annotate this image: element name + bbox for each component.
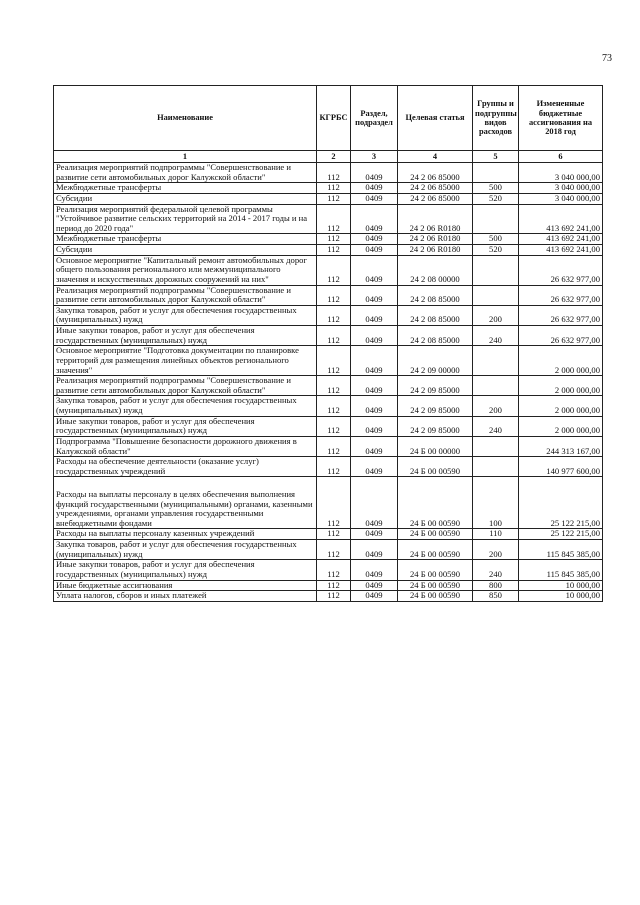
header-row — [54, 86, 603, 151]
cell-section: 0409 — [351, 285, 398, 305]
cell-kgrbs: 112 — [317, 591, 351, 602]
cell-amount: 25 122 215,00 — [519, 477, 603, 529]
cell-kgrbs: 112 — [317, 326, 351, 346]
cell-amount: 3 040 000,00 — [519, 183, 603, 194]
cell-target: 24 Б 00 00590 — [398, 540, 473, 560]
cell-group: 520 — [473, 193, 519, 204]
cell-section: 0409 — [351, 305, 398, 325]
cell-group: 240 — [473, 416, 519, 436]
cell-group: 240 — [473, 326, 519, 346]
header-target: Целевая статья — [398, 86, 473, 151]
cell-amount: 244 313 167,00 — [519, 436, 603, 456]
cell-group: 200 — [473, 540, 519, 560]
page-number: 73 — [602, 53, 612, 64]
cell-target: 24 Б 00 00000 — [398, 436, 473, 456]
cell-target: 24 2 06 85000 — [398, 183, 473, 194]
cell-target: 24 Б 00 00590 — [398, 529, 473, 540]
cell-name: Подпрограмма "Повышение безопасности дорожного движения в Калужской области" — [54, 436, 317, 456]
column-number: 4 — [398, 151, 473, 163]
cell-name: Уплата налогов, сборов и иных платежей — [54, 591, 317, 602]
header-kgrbs: КГРБС — [317, 86, 351, 151]
cell-kgrbs: 112 — [317, 346, 351, 376]
cell-target: 24 2 09 85000 — [398, 376, 473, 396]
cell-kgrbs: 112 — [317, 183, 351, 194]
cell-group — [473, 163, 519, 183]
cell-target: 24 Б 00 00590 — [398, 591, 473, 602]
cell-amount: 115 845 385,00 — [519, 560, 603, 580]
cell-kgrbs: 112 — [317, 376, 351, 396]
cell-section: 0409 — [351, 580, 398, 591]
table-row — [54, 396, 603, 416]
cell-name: Субсидии — [54, 245, 317, 256]
cell-amount: 413 692 241,00 — [519, 245, 603, 256]
cell-kgrbs: 112 — [317, 540, 351, 560]
cell-target: 24 2 08 85000 — [398, 305, 473, 325]
cell-kgrbs: 112 — [317, 416, 351, 436]
cell-target: 24 Б 00 00590 — [398, 477, 473, 529]
cell-name: Реализация мероприятий подпрограммы "Совершенствование и развитие сети автомобильных дорог Калужской области" — [54, 376, 317, 396]
table-row — [54, 477, 603, 529]
cell-section: 0409 — [351, 457, 398, 477]
cell-section: 0409 — [351, 255, 398, 285]
cell-section: 0409 — [351, 540, 398, 560]
cell-group: 500 — [473, 183, 519, 194]
table-row — [54, 591, 603, 602]
cell-section: 0409 — [351, 326, 398, 346]
column-number: 3 — [351, 151, 398, 163]
cell-kgrbs: 112 — [317, 193, 351, 204]
table-body — [54, 163, 603, 602]
cell-kgrbs: 112 — [317, 285, 351, 305]
cell-name: Основное мероприятие "Капитальный ремонт автомобильных дорог общего пользования регионального или межмуниципального значения и искусственных дорожных сооружений на них" — [54, 255, 317, 285]
cell-kgrbs: 112 — [317, 163, 351, 183]
cell-target: 24 2 06 R0180 — [398, 245, 473, 256]
cell-kgrbs: 112 — [317, 436, 351, 456]
table-row — [54, 183, 603, 194]
table-row — [54, 245, 603, 256]
cell-target: 24 2 06 85000 — [398, 163, 473, 183]
table-row — [54, 376, 603, 396]
cell-amount: 26 632 977,00 — [519, 285, 603, 305]
cell-kgrbs: 112 — [317, 305, 351, 325]
cell-amount: 413 692 241,00 — [519, 204, 603, 234]
column-number-row — [54, 151, 603, 163]
table-row — [54, 416, 603, 436]
cell-target: 24 2 08 85000 — [398, 285, 473, 305]
cell-section: 0409 — [351, 477, 398, 529]
cell-section: 0409 — [351, 436, 398, 456]
cell-section: 0409 — [351, 396, 398, 416]
cell-target: 24 2 06 85000 — [398, 193, 473, 204]
cell-amount: 3 040 000,00 — [519, 163, 603, 183]
cell-group: 850 — [473, 591, 519, 602]
cell-section: 0409 — [351, 183, 398, 194]
cell-target: 24 2 06 R0180 — [398, 204, 473, 234]
cell-section: 0409 — [351, 376, 398, 396]
cell-target: 24 2 06 R0180 — [398, 234, 473, 245]
cell-name: Расходы на выплаты персоналу казенных учреждений — [54, 529, 317, 540]
column-number: 5 — [473, 151, 519, 163]
budget-table — [53, 85, 603, 602]
cell-amount: 2 000 000,00 — [519, 416, 603, 436]
cell-group: 200 — [473, 305, 519, 325]
cell-amount: 2 000 000,00 — [519, 376, 603, 396]
cell-section: 0409 — [351, 193, 398, 204]
cell-group: 200 — [473, 396, 519, 416]
table-row — [54, 234, 603, 245]
cell-group — [473, 346, 519, 376]
cell-target: 24 2 09 00000 — [398, 346, 473, 376]
cell-group: 110 — [473, 529, 519, 540]
cell-section: 0409 — [351, 560, 398, 580]
cell-name: Иные закупки товаров, работ и услуг для обеспечения государственных (муниципальных) нужд — [54, 560, 317, 580]
cell-name: Расходы на выплаты персоналу в целях обеспечения выполнения функций государственными (муниципальными) органами, казенными учреждениями, органами управления государственными внебюджетными фондами — [54, 477, 317, 529]
cell-kgrbs: 112 — [317, 529, 351, 540]
header-name: Наименование — [54, 86, 317, 151]
cell-group — [473, 376, 519, 396]
table-row — [54, 529, 603, 540]
cell-target: 24 2 08 85000 — [398, 326, 473, 346]
cell-section: 0409 — [351, 529, 398, 540]
cell-name: Расходы на обеспечение деятельности (оказание услуг) государственных учреждений — [54, 457, 317, 477]
cell-group — [473, 436, 519, 456]
cell-amount: 413 692 241,00 — [519, 234, 603, 245]
cell-target: 24 2 09 85000 — [398, 396, 473, 416]
table-row — [54, 346, 603, 376]
cell-section: 0409 — [351, 245, 398, 256]
table-row — [54, 163, 603, 183]
cell-kgrbs: 112 — [317, 255, 351, 285]
cell-kgrbs: 112 — [317, 560, 351, 580]
cell-name: Закупка товаров, работ и услуг для обеспечения государственных (муниципальных) нужд — [54, 396, 317, 416]
cell-name: Закупка товаров, работ и услуг для обеспечения государственных (муниципальных) нужд — [54, 305, 317, 325]
column-number: 6 — [519, 151, 603, 163]
cell-name: Иные закупки товаров, работ и услуг для обеспечения государственных (муниципальных) нужд — [54, 326, 317, 346]
cell-name: Реализация мероприятий федеральной целевой программы "Устойчивое развитие сельских территорий на 2014 - 2017 годы и на период до 2020 года" — [54, 204, 317, 234]
cell-amount: 2 000 000,00 — [519, 396, 603, 416]
cell-amount: 3 040 000,00 — [519, 193, 603, 204]
cell-name: Основное мероприятие "Подготовка документации по планировке территорий для размещения линейных объектов регионального значения" — [54, 346, 317, 376]
cell-group: 800 — [473, 580, 519, 591]
cell-target: 24 Б 00 00590 — [398, 580, 473, 591]
cell-group: 520 — [473, 245, 519, 256]
cell-amount: 140 977 600,00 — [519, 457, 603, 477]
cell-name: Иные закупки товаров, работ и услуг для обеспечения государственных (муниципальных) нужд — [54, 416, 317, 436]
cell-name: Реализация мероприятий подпрограммы "Совершенствование и развитие сети автомобильных дорог Калужской области" — [54, 285, 317, 305]
cell-group — [473, 255, 519, 285]
cell-name: Реализация мероприятий подпрограммы "Совершенствование и развитие сети автомобильных дорог Калужской области" — [54, 163, 317, 183]
cell-amount: 10 000,00 — [519, 580, 603, 591]
cell-group: 100 — [473, 477, 519, 529]
cell-section: 0409 — [351, 591, 398, 602]
table-row — [54, 580, 603, 591]
cell-kgrbs: 112 — [317, 204, 351, 234]
cell-name: Межбюджетные трансферты — [54, 183, 317, 194]
cell-amount: 26 632 977,00 — [519, 255, 603, 285]
cell-target: 24 Б 00 00590 — [398, 560, 473, 580]
header-groups: Группы и подгруппы видов расходов — [473, 86, 519, 151]
cell-section: 0409 — [351, 346, 398, 376]
cell-target: 24 Б 00 00590 — [398, 457, 473, 477]
cell-kgrbs: 112 — [317, 580, 351, 591]
table-row — [54, 193, 603, 204]
cell-name: Субсидии — [54, 193, 317, 204]
cell-kgrbs: 112 — [317, 234, 351, 245]
cell-kgrbs: 112 — [317, 396, 351, 416]
column-number: 1 — [54, 151, 317, 163]
table-row — [54, 457, 603, 477]
cell-amount: 26 632 977,00 — [519, 326, 603, 346]
cell-section: 0409 — [351, 416, 398, 436]
cell-section: 0409 — [351, 163, 398, 183]
table-row — [54, 285, 603, 305]
cell-amount: 10 000,00 — [519, 591, 603, 602]
table-row — [54, 540, 603, 560]
cell-name: Иные бюджетные ассигнования — [54, 580, 317, 591]
cell-group: 240 — [473, 560, 519, 580]
cell-group — [473, 285, 519, 305]
cell-amount: 2 000 000,00 — [519, 346, 603, 376]
cell-amount: 26 632 977,00 — [519, 305, 603, 325]
cell-target: 24 2 09 85000 — [398, 416, 473, 436]
cell-section: 0409 — [351, 204, 398, 234]
column-number: 2 — [317, 151, 351, 163]
cell-name: Закупка товаров, работ и услуг для обеспечения государственных (муниципальных) нужд — [54, 540, 317, 560]
cell-group — [473, 204, 519, 234]
cell-section: 0409 — [351, 234, 398, 245]
table-row — [54, 326, 603, 346]
cell-kgrbs: 112 — [317, 245, 351, 256]
table-row — [54, 255, 603, 285]
cell-group — [473, 457, 519, 477]
cell-amount: 25 122 215,00 — [519, 529, 603, 540]
cell-kgrbs: 112 — [317, 477, 351, 529]
header-amount: Измененные бюджетные ассигнования на 2018 год — [519, 86, 603, 151]
table-row — [54, 204, 603, 234]
cell-name: Межбюджетные трансферты — [54, 234, 317, 245]
table-row — [54, 560, 603, 580]
header-section: Раздел, подраздел — [351, 86, 398, 151]
cell-amount: 115 845 385,00 — [519, 540, 603, 560]
table-row — [54, 436, 603, 456]
cell-kgrbs: 112 — [317, 457, 351, 477]
cell-group: 500 — [473, 234, 519, 245]
table-row — [54, 305, 603, 325]
cell-target: 24 2 08 00000 — [398, 255, 473, 285]
